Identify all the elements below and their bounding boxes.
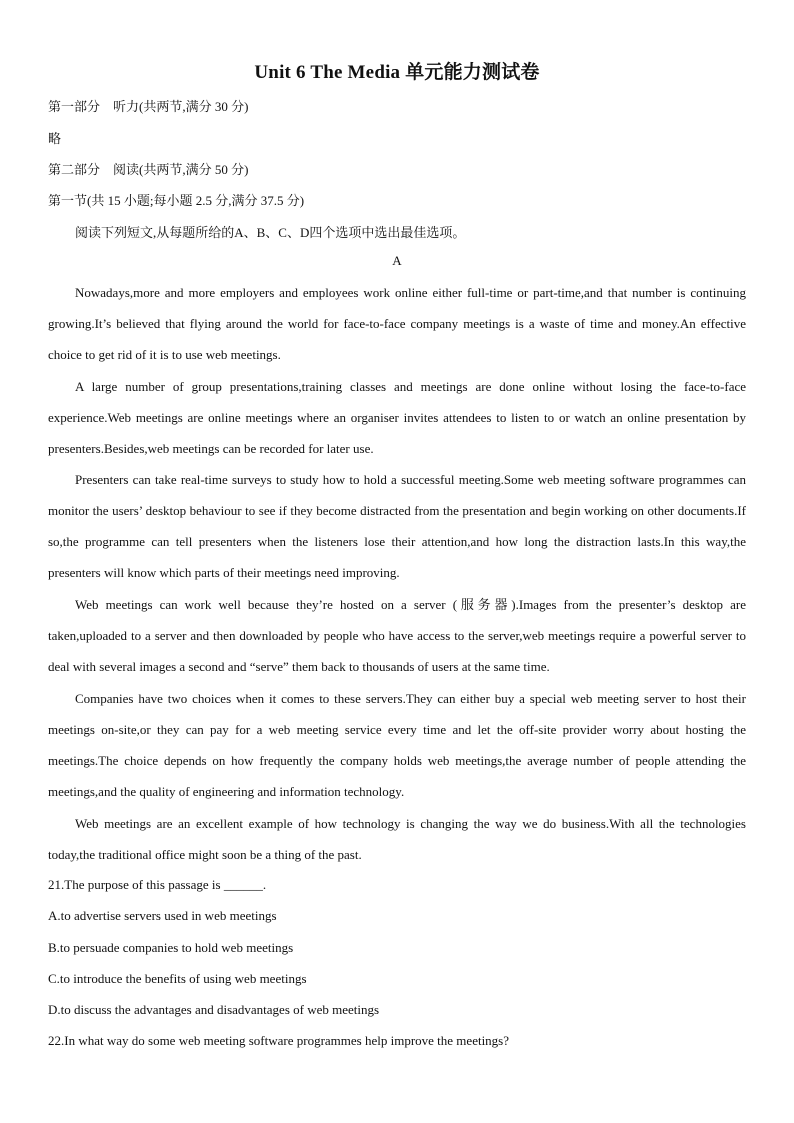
question-22-stem: 22.In what way do some web meeting software programmes help improve the meetings? — [48, 1033, 510, 1048]
section1-heading: 第一节(共 15 小题;每小题 2.5 分,满分 37.5 分) — [48, 193, 305, 208]
passage-paragraph: A large number of group presentations,training classes and meetings are done online without losing the face-to-face experience.Web meetings are online meetings where an organiser invites attendees to listen to or watch an online presentation by presenters.Besides,web meetings can be recorded for later use. — [48, 379, 746, 457]
passage-paragraph: Nowadays,more and more employers and employees work online either full-time or part-time,and that number is continuing growing.It’s believed that flying around the world for face-to-face company meetings is a waste of time and money.An effective choice to get rid of it is to use web meetings. — [48, 285, 746, 363]
part1-heading: 第一部分 听力(共两节,满分 30 分) — [48, 99, 249, 114]
question-21-option-d: D.to discuss the advantages and disadvantages of web meetings — [48, 1002, 380, 1017]
page-title: Unit 6 The Media 单元能力测试卷 — [254, 62, 540, 83]
question-21-stem: 21.The purpose of this passage is ______. — [48, 877, 267, 892]
passage-paragraph: Presenters can take real-time surveys to study how to hold a successful meeting.Some web meeting software programmes can monitor the users’ desktop behaviour to see if they become distracted from the presentation and begin working on other documents.If so,the programme can tell presenters when the listeners lose their attention,and how long the distraction lasts.In this way,the presenters will know which parts of their meetings need improving. — [48, 472, 746, 581]
passage-paragraph: Web meetings can work well because they’re hosted on a server (服务器).Images from the presenter’s desktop are taken,uploaded to a server and then downloaded by people who have access to the server,web meetings require a powerful server to deal with several images a second and “serve” them back to thousands of users at the same time. — [48, 597, 746, 675]
question-21-option-a: A.to advertise servers used in web meetings — [48, 908, 277, 923]
passage-paragraph: Web meetings are an excellent example of how technology is changing the way we do business.With all the technologies today,the traditional office might soon be a thing of the past. — [48, 816, 746, 863]
part2-heading: 第二部分 阅读(共两节,满分 50 分) — [48, 162, 249, 177]
omitted-note: 略 — [48, 131, 62, 146]
passage-label: A — [392, 253, 402, 268]
question-21-option-b: B.to persuade companies to hold web meetings — [48, 940, 294, 955]
passage-paragraph: Companies have two choices when it comes to these servers.They can either buy a special web meeting server to host their meetings on-site,or they can pay for a web meeting service every time and let the off-site provider worry about hosting the meetings.The choice depends on how frequently the company holds web meetings,the average number of people attending the meetings,and the quality of engineering and information technology. — [48, 691, 746, 800]
instruction-text: 阅读下列短文,从每题所给的A、B、C、D四个选项中选出最佳选项。 — [75, 225, 466, 240]
question-21-option-c: C.to introduce the benefits of using web meetings — [48, 971, 307, 986]
